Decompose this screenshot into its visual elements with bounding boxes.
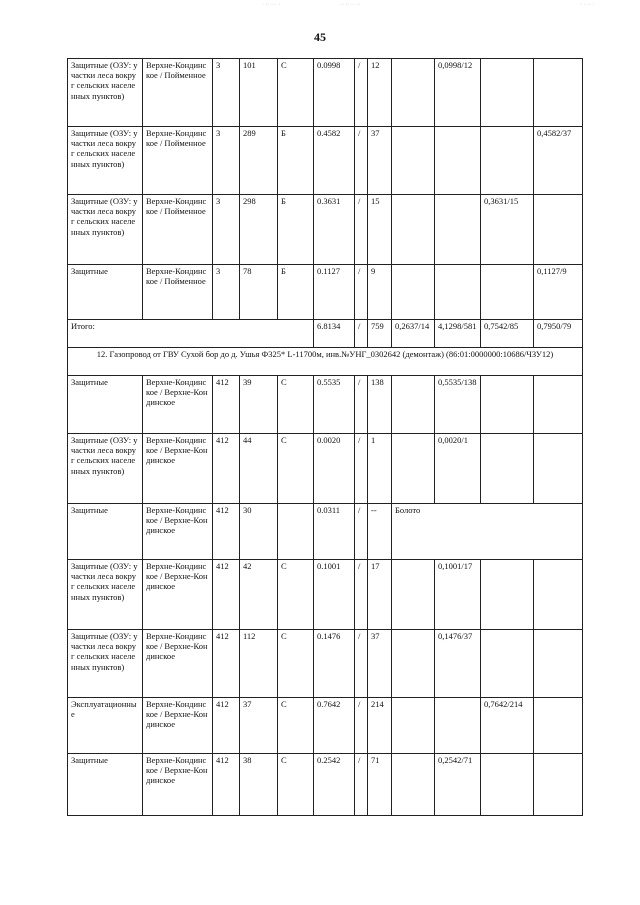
quarter-cell: 3 — [213, 195, 240, 265]
value-cell — [534, 698, 583, 754]
value-cell: 0,3631/15 — [481, 195, 534, 265]
total-area: 6.8134 — [314, 320, 355, 348]
area-cell: 0.2542 — [314, 754, 355, 816]
value-cell — [534, 195, 583, 265]
area-cell: 0.0998 — [314, 59, 355, 127]
value-cell — [481, 127, 534, 195]
table-row — [68, 560, 583, 630]
total-c12: 0,7950/79 — [534, 320, 583, 348]
slash-cell: / — [355, 434, 368, 504]
value-cell — [534, 434, 583, 504]
vydel-cell: 78 — [240, 265, 278, 320]
value-cell: 0,0020/1 — [435, 434, 481, 504]
value-cell — [481, 630, 534, 698]
forestry-cell: Верхне-Кондинское / Верхне-Кондинское — [143, 754, 213, 816]
section-2-body — [68, 376, 583, 816]
vydel-cell: 112 — [240, 630, 278, 698]
vydel-cell: 42 — [240, 560, 278, 630]
code-cell — [278, 504, 314, 560]
total-c10: 4,1298/581 — [435, 320, 481, 348]
num-cell: 12 — [368, 59, 392, 127]
slash-cell: / — [355, 754, 368, 816]
num-cell: 37 — [368, 630, 392, 698]
code-cell: С — [278, 560, 314, 630]
value-cell — [534, 59, 583, 127]
category-cell: Защитные — [68, 265, 143, 320]
quarter-cell: 3 — [213, 127, 240, 195]
forestry-cell: Верхне-Кондинское / Пойменное — [143, 195, 213, 265]
area-cell: 0.1001 — [314, 560, 355, 630]
table-row — [68, 698, 583, 754]
value-cell — [481, 265, 534, 320]
num-cell: 71 — [368, 754, 392, 816]
num-cell: 138 — [368, 376, 392, 434]
quarter-cell: 412 — [213, 504, 240, 560]
value-cell: 0,0998/12 — [435, 59, 481, 127]
category-cell: Защитные — [68, 754, 143, 816]
table-row — [68, 195, 583, 265]
table-row — [68, 434, 583, 504]
area-cell: 0.0311 — [314, 504, 355, 560]
value-cell — [534, 754, 583, 816]
slash-cell: / — [355, 560, 368, 630]
value-cell — [392, 560, 435, 630]
table-row — [68, 376, 583, 434]
table-row — [68, 754, 583, 816]
quarter-cell: 3 — [213, 265, 240, 320]
forestry-cell: Верхне-Кондинское / Верхне-Кондинское — [143, 560, 213, 630]
category-cell: Защитные — [68, 504, 143, 560]
total-num: 759 — [368, 320, 392, 348]
vydel-cell: 298 — [240, 195, 278, 265]
value-cell — [481, 59, 534, 127]
table-row — [68, 127, 583, 195]
slash-cell: / — [355, 376, 368, 434]
area-cell: 0.3631 — [314, 195, 355, 265]
scan-artifact: · ·· ··· · — [262, 2, 281, 8]
vydel-cell: 101 — [240, 59, 278, 127]
vydel-cell: 30 — [240, 504, 278, 560]
value-cell — [392, 698, 435, 754]
slash-cell: / — [355, 195, 368, 265]
value-cell: 0,4582/37 — [534, 127, 583, 195]
scan-artifact: · · ·· · — [580, 2, 595, 8]
quarter-cell: 3 — [213, 59, 240, 127]
page-number: 45 — [314, 30, 326, 44]
vydel-cell: 38 — [240, 754, 278, 816]
quarter-cell: 412 — [213, 754, 240, 816]
code-cell: С — [278, 376, 314, 434]
code-cell: Б — [278, 195, 314, 265]
category-cell: Защитные (ОЗУ: участки леса вокруг сельских населенных пунктов) — [68, 630, 143, 698]
category-cell: Защитные (ОЗУ: участки леса вокруг сельских населенных пунктов) — [68, 127, 143, 195]
area-cell: 0.7642 — [314, 698, 355, 754]
quarter-cell: 412 — [213, 434, 240, 504]
category-cell: Защитные (ОЗУ: участки леса вокруг сельских населенных пунктов) — [68, 195, 143, 265]
table-row — [68, 265, 583, 320]
slash-cell: / — [355, 630, 368, 698]
slash-cell: / — [355, 265, 368, 320]
value-cell — [534, 376, 583, 434]
slash-cell: / — [355, 698, 368, 754]
category-cell: Защитные (ОЗУ: участки леса вокруг сельских населенных пунктов) — [68, 560, 143, 630]
value-cell: 0,1127/9 — [534, 265, 583, 320]
value-cell — [481, 560, 534, 630]
code-cell: Б — [278, 127, 314, 195]
value-cell — [481, 434, 534, 504]
forestry-cell: Верхне-Кондинское / Пойменное — [143, 127, 213, 195]
value-cell — [435, 195, 481, 265]
vydel-cell: 39 — [240, 376, 278, 434]
value-cell — [392, 59, 435, 127]
forestry-cell: Верхне-Кондинское / Пойменное — [143, 265, 213, 320]
num-cell: -- — [368, 504, 392, 560]
forestry-cell: Верхне-Кондинское / Верхне-Кондинское — [143, 504, 213, 560]
value-cell — [392, 376, 435, 434]
vydel-cell: 44 — [240, 434, 278, 504]
section-1-body — [68, 59, 583, 320]
total-label: Итого: — [68, 320, 314, 348]
section-1-total — [68, 320, 583, 376]
scan-artifact: ·· ·· ·· ·· — [340, 2, 361, 8]
value-cell — [392, 434, 435, 504]
quarter-cell: 412 — [213, 698, 240, 754]
forestry-cell: Верхне-Кондинское / Пойменное — [143, 59, 213, 127]
slash-cell: / — [355, 127, 368, 195]
total-row — [68, 320, 583, 348]
note-cell: Болото — [392, 504, 583, 560]
category-cell: Эксплуатационные — [68, 698, 143, 754]
table-row — [68, 630, 583, 698]
value-cell — [435, 698, 481, 754]
value-cell — [392, 630, 435, 698]
value-cell — [392, 754, 435, 816]
total-c11: 0,7542/85 — [481, 320, 534, 348]
value-cell — [435, 127, 481, 195]
code-cell: С — [278, 59, 314, 127]
value-cell: 0,5535/138 — [435, 376, 481, 434]
value-cell — [481, 376, 534, 434]
value-cell — [534, 630, 583, 698]
area-cell: 0.1476 — [314, 630, 355, 698]
value-cell: 0,1001/17 — [435, 560, 481, 630]
quarter-cell: 412 — [213, 376, 240, 434]
slash-cell: / — [355, 504, 368, 560]
code-cell: С — [278, 698, 314, 754]
value-cell — [435, 265, 481, 320]
area-cell: 0.5535 — [314, 376, 355, 434]
table-row — [68, 504, 583, 560]
num-cell: 1 — [368, 434, 392, 504]
area-cell: 0.1127 — [314, 265, 355, 320]
forestry-cell: Верхне-Кондинское / Верхне-Кондинское — [143, 434, 213, 504]
area-cell: 0.0020 — [314, 434, 355, 504]
code-cell: С — [278, 630, 314, 698]
value-cell: 0,1476/37 — [435, 630, 481, 698]
code-cell: С — [278, 754, 314, 816]
value-cell — [392, 195, 435, 265]
value-cell — [534, 560, 583, 630]
area-cell: 0.4582 — [314, 127, 355, 195]
category-cell: Защитные — [68, 376, 143, 434]
table-row — [68, 59, 583, 127]
total-slash: / — [355, 320, 368, 348]
value-cell: 0,7642/214 — [481, 698, 534, 754]
value-cell: 0,2542/71 — [435, 754, 481, 816]
code-cell: С — [278, 434, 314, 504]
num-cell: 17 — [368, 560, 392, 630]
vydel-cell: 37 — [240, 698, 278, 754]
num-cell: 214 — [368, 698, 392, 754]
quarter-cell: 412 — [213, 630, 240, 698]
num-cell: 15 — [368, 195, 392, 265]
num-cell: 37 — [368, 127, 392, 195]
slash-cell: / — [355, 59, 368, 127]
value-cell — [392, 265, 435, 320]
quarter-cell: 412 — [213, 560, 240, 630]
total-c9: 0,2637/14 — [392, 320, 435, 348]
forestry-cell: Верхне-Кондинское / Верхне-Кондинское — [143, 630, 213, 698]
forestry-cell: Верхне-Кондинское / Верхне-Кондинское — [143, 376, 213, 434]
vydel-cell: 289 — [240, 127, 278, 195]
category-cell: Защитные (ОЗУ: участки леса вокруг сельских населенных пунктов) — [68, 434, 143, 504]
value-cell — [392, 127, 435, 195]
code-cell: Б — [278, 265, 314, 320]
value-cell — [481, 754, 534, 816]
section-title: 12. Газопровод от ГВУ Сухой бор до д. Ушья Ф325* L-11700м, инв.№УНГ_0302642 (демонтаж) (86:01:0000000:10686/ЧЗУ12) — [68, 348, 583, 376]
num-cell: 9 — [368, 265, 392, 320]
category-cell: Защитные (ОЗУ: участки леса вокруг сельских населенных пунктов) — [68, 59, 143, 127]
forestry-cell: Верхне-Кондинское / Верхне-Кондинское — [143, 698, 213, 754]
forest-register-table — [67, 58, 583, 816]
section-2-header — [68, 348, 583, 376]
